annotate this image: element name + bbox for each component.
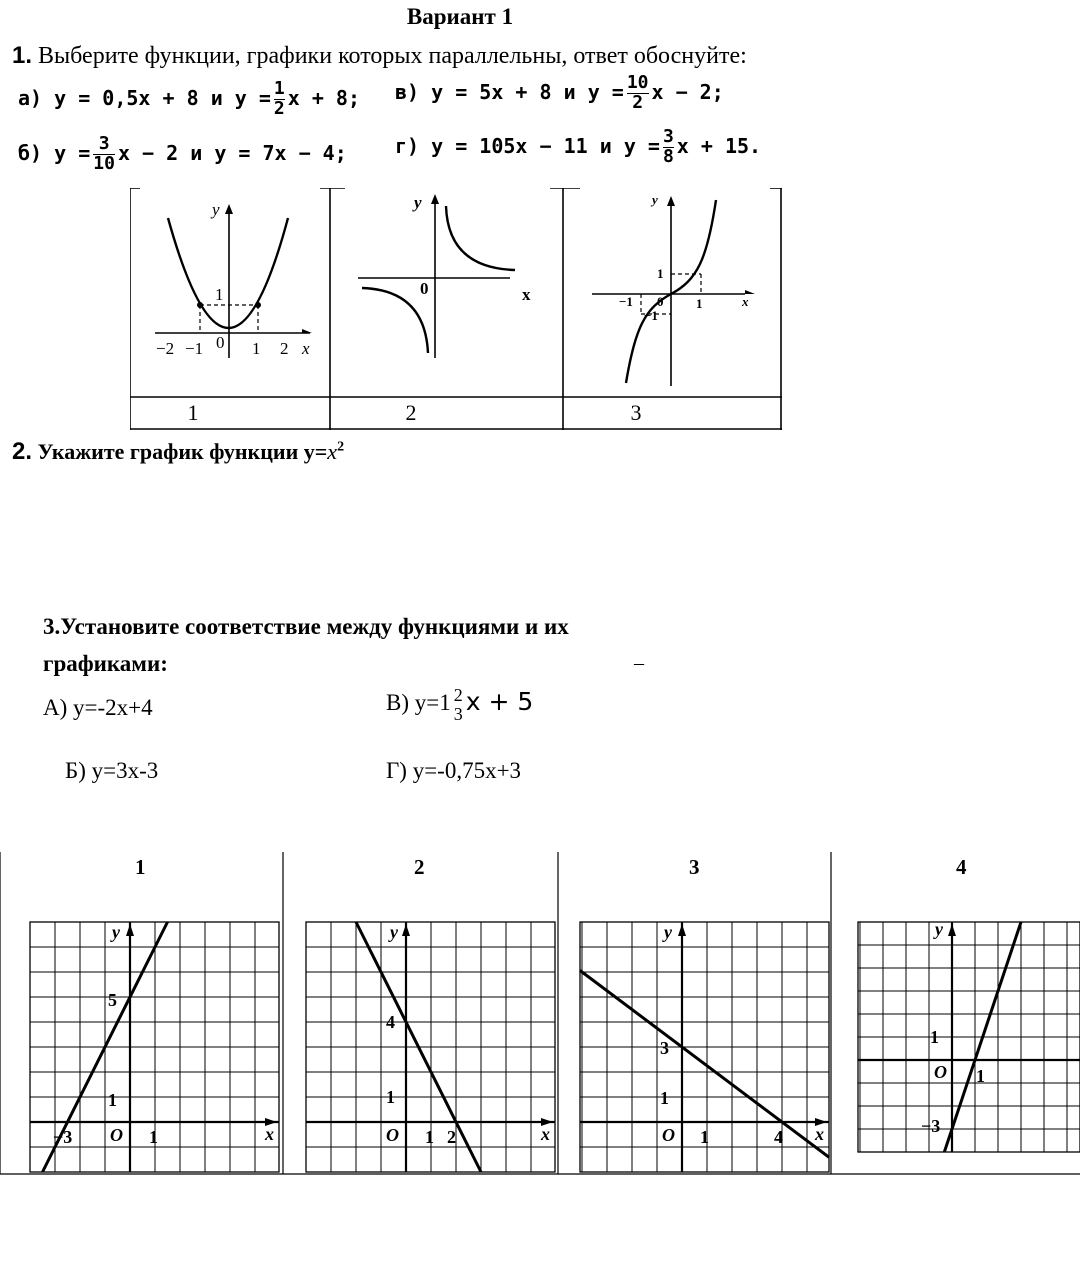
- fig1-tick-1: 1: [252, 339, 261, 358]
- option-V-pre: В) y=1: [386, 690, 451, 716]
- g1-one-y: 1: [108, 1090, 117, 1110]
- g4-y-label: y: [935, 919, 943, 939]
- option-v-num: 10: [626, 72, 649, 93]
- option-V-den: 3: [453, 703, 463, 724]
- fig1-y-label: y: [212, 200, 220, 219]
- fig3-x-1: 1: [696, 296, 703, 311]
- g3-y-arrow: [678, 924, 686, 936]
- option-g-num: 3: [662, 126, 674, 147]
- g1-intercept: 5: [108, 990, 117, 1010]
- option-v-f1: y = 5x + 8: [431, 79, 552, 104]
- option-v-label: в): [395, 79, 420, 104]
- option-g-f2-post: x + 15.: [676, 133, 762, 158]
- fig3-m1: −1: [644, 308, 658, 323]
- option-v-f2-pre: y =: [587, 79, 624, 104]
- g4-intercept: −3: [921, 1116, 941, 1136]
- option-b-f1-post: x − 2: [117, 140, 179, 165]
- option-b-conj: и: [190, 140, 203, 165]
- g3-x-label: x: [815, 1124, 824, 1144]
- option-g-den: 8: [662, 145, 674, 167]
- option-g: [395, 128, 761, 167]
- g3-one-x: 1: [700, 1127, 709, 1147]
- g1-y-label: y: [112, 922, 120, 942]
- stray-dash: –: [634, 652, 644, 674]
- g3-intercept: 3: [660, 1038, 669, 1058]
- figure-2-hyperbola: [358, 193, 531, 358]
- fig1-x-label: x: [302, 339, 310, 358]
- g1-origin: O: [110, 1125, 123, 1145]
- fig3-one: 1: [657, 266, 664, 281]
- option-b-fraction: [93, 135, 115, 174]
- option-v-den: 2: [627, 93, 649, 113]
- g3-y-label: y: [664, 922, 672, 942]
- option-A: А) y=-2x+4: [43, 695, 153, 720]
- option-a-label: а): [18, 85, 43, 110]
- fig3-y-label: y: [652, 192, 658, 207]
- fig1-tick-m2: −2: [156, 339, 175, 358]
- fig3-zero: 0: [657, 294, 664, 309]
- fig1-one: 1: [215, 285, 224, 304]
- option-a-f2-pre: y =: [234, 85, 271, 110]
- fig2-x-label: x: [522, 285, 531, 304]
- question-3-text: 3.Установите соответствие между функциями и их графиками:: [43, 614, 569, 676]
- g3-one-y: 1: [660, 1088, 669, 1108]
- function-graphs-table: [130, 188, 782, 430]
- g2-y-arrow: [402, 924, 410, 936]
- option-V-fraction: [454, 686, 463, 724]
- question-2-exp: 2: [337, 439, 345, 455]
- g1-one-x: 1: [149, 1127, 158, 1147]
- graph-header-4: 4: [956, 855, 967, 879]
- question-2-number: 2.: [12, 438, 33, 465]
- option-V-post: x + 5: [465, 687, 534, 717]
- option-a-f2-post: x + 8;: [287, 85, 360, 110]
- g2-one-x: 1: [425, 1127, 434, 1147]
- option-b-f1-pre: y =: [54, 140, 91, 165]
- option-b-den: 10: [93, 152, 115, 174]
- option-a: [18, 80, 360, 119]
- option-v-conj: и: [563, 79, 576, 104]
- option-g-fraction: [663, 128, 674, 167]
- option-a-conj: и: [210, 85, 223, 110]
- option-g-f2-pre: y =: [623, 133, 660, 158]
- option-b: [18, 135, 347, 174]
- g4-y-arrow: [948, 924, 956, 936]
- question-1-number: 1.: [12, 42, 33, 69]
- fig1-tick-m1: −1: [185, 339, 204, 358]
- g2-x-label: x: [541, 1124, 550, 1144]
- g1-x-label: x: [265, 1124, 274, 1144]
- figure-caption-3: 3: [630, 400, 642, 425]
- fig2-y-label: y: [414, 193, 422, 212]
- option-b-num: 3: [98, 133, 110, 154]
- g2-origin: O: [386, 1125, 399, 1145]
- g2-intercept: 4: [386, 1012, 395, 1032]
- g3-root: 4: [774, 1127, 783, 1147]
- option-a-den: 2: [273, 97, 285, 119]
- option-v-f2-post: x − 2;: [651, 79, 724, 104]
- question-1: [12, 42, 747, 70]
- option-g-conj: и: [599, 133, 612, 158]
- option-g-label: г): [395, 133, 420, 158]
- g1-y-arrow: [126, 924, 134, 936]
- option-a-num: 1: [273, 78, 285, 99]
- option-a-f1: y = 0,5x + 8: [54, 85, 199, 110]
- question-2-text: Укажите график функции y=: [37, 439, 328, 464]
- option-V-num: 2: [453, 685, 463, 705]
- g1-root: −3: [53, 1127, 73, 1147]
- option-G: Г) y=-0,75x+3: [386, 758, 522, 783]
- g4-one-x: 1: [976, 1066, 985, 1086]
- option-v: [395, 74, 724, 113]
- figure-caption-2: 2: [405, 400, 417, 425]
- g4-origin: O: [934, 1062, 947, 1082]
- option-a-fraction: [274, 80, 285, 119]
- question-2: [12, 438, 344, 466]
- g2-y-label: y: [390, 922, 398, 942]
- g4-one-y: 1: [930, 1027, 939, 1047]
- fig1-zero: 0: [216, 333, 225, 352]
- question-1-text: Выберите функции, графики которых параллельны, ответ обоснуйте:: [38, 43, 747, 69]
- option-V: [386, 686, 533, 724]
- graph-header-1: 1: [135, 855, 146, 879]
- fig3-x-label: x: [742, 294, 749, 309]
- g3-origin: O: [662, 1125, 675, 1145]
- page-title: Вариант 1: [406, 4, 514, 29]
- fig2-zero: 0: [420, 279, 429, 298]
- fig1-tick-2: 2: [280, 339, 289, 358]
- figure-3-cubic: [592, 192, 755, 386]
- option-B: Б) y=3x-3: [65, 758, 159, 783]
- figure-1-parabola: [155, 200, 312, 358]
- graph-header-2: 2: [414, 855, 425, 879]
- option-b-label: б): [18, 140, 43, 165]
- figure-caption-1: 1: [187, 400, 199, 425]
- question-2-var: x: [327, 439, 338, 464]
- option-g-f1: y = 105x − 11: [431, 133, 588, 158]
- option-v-fraction: [627, 74, 649, 113]
- fig3-x-m1: −1: [619, 294, 633, 309]
- linear-graphs-table: [0, 852, 1080, 1176]
- graph-header-3: 3: [689, 855, 700, 879]
- g2-root: 2: [447, 1127, 456, 1147]
- g2-one-y: 1: [386, 1087, 395, 1107]
- option-b-f2: y = 7x − 4;: [214, 140, 347, 165]
